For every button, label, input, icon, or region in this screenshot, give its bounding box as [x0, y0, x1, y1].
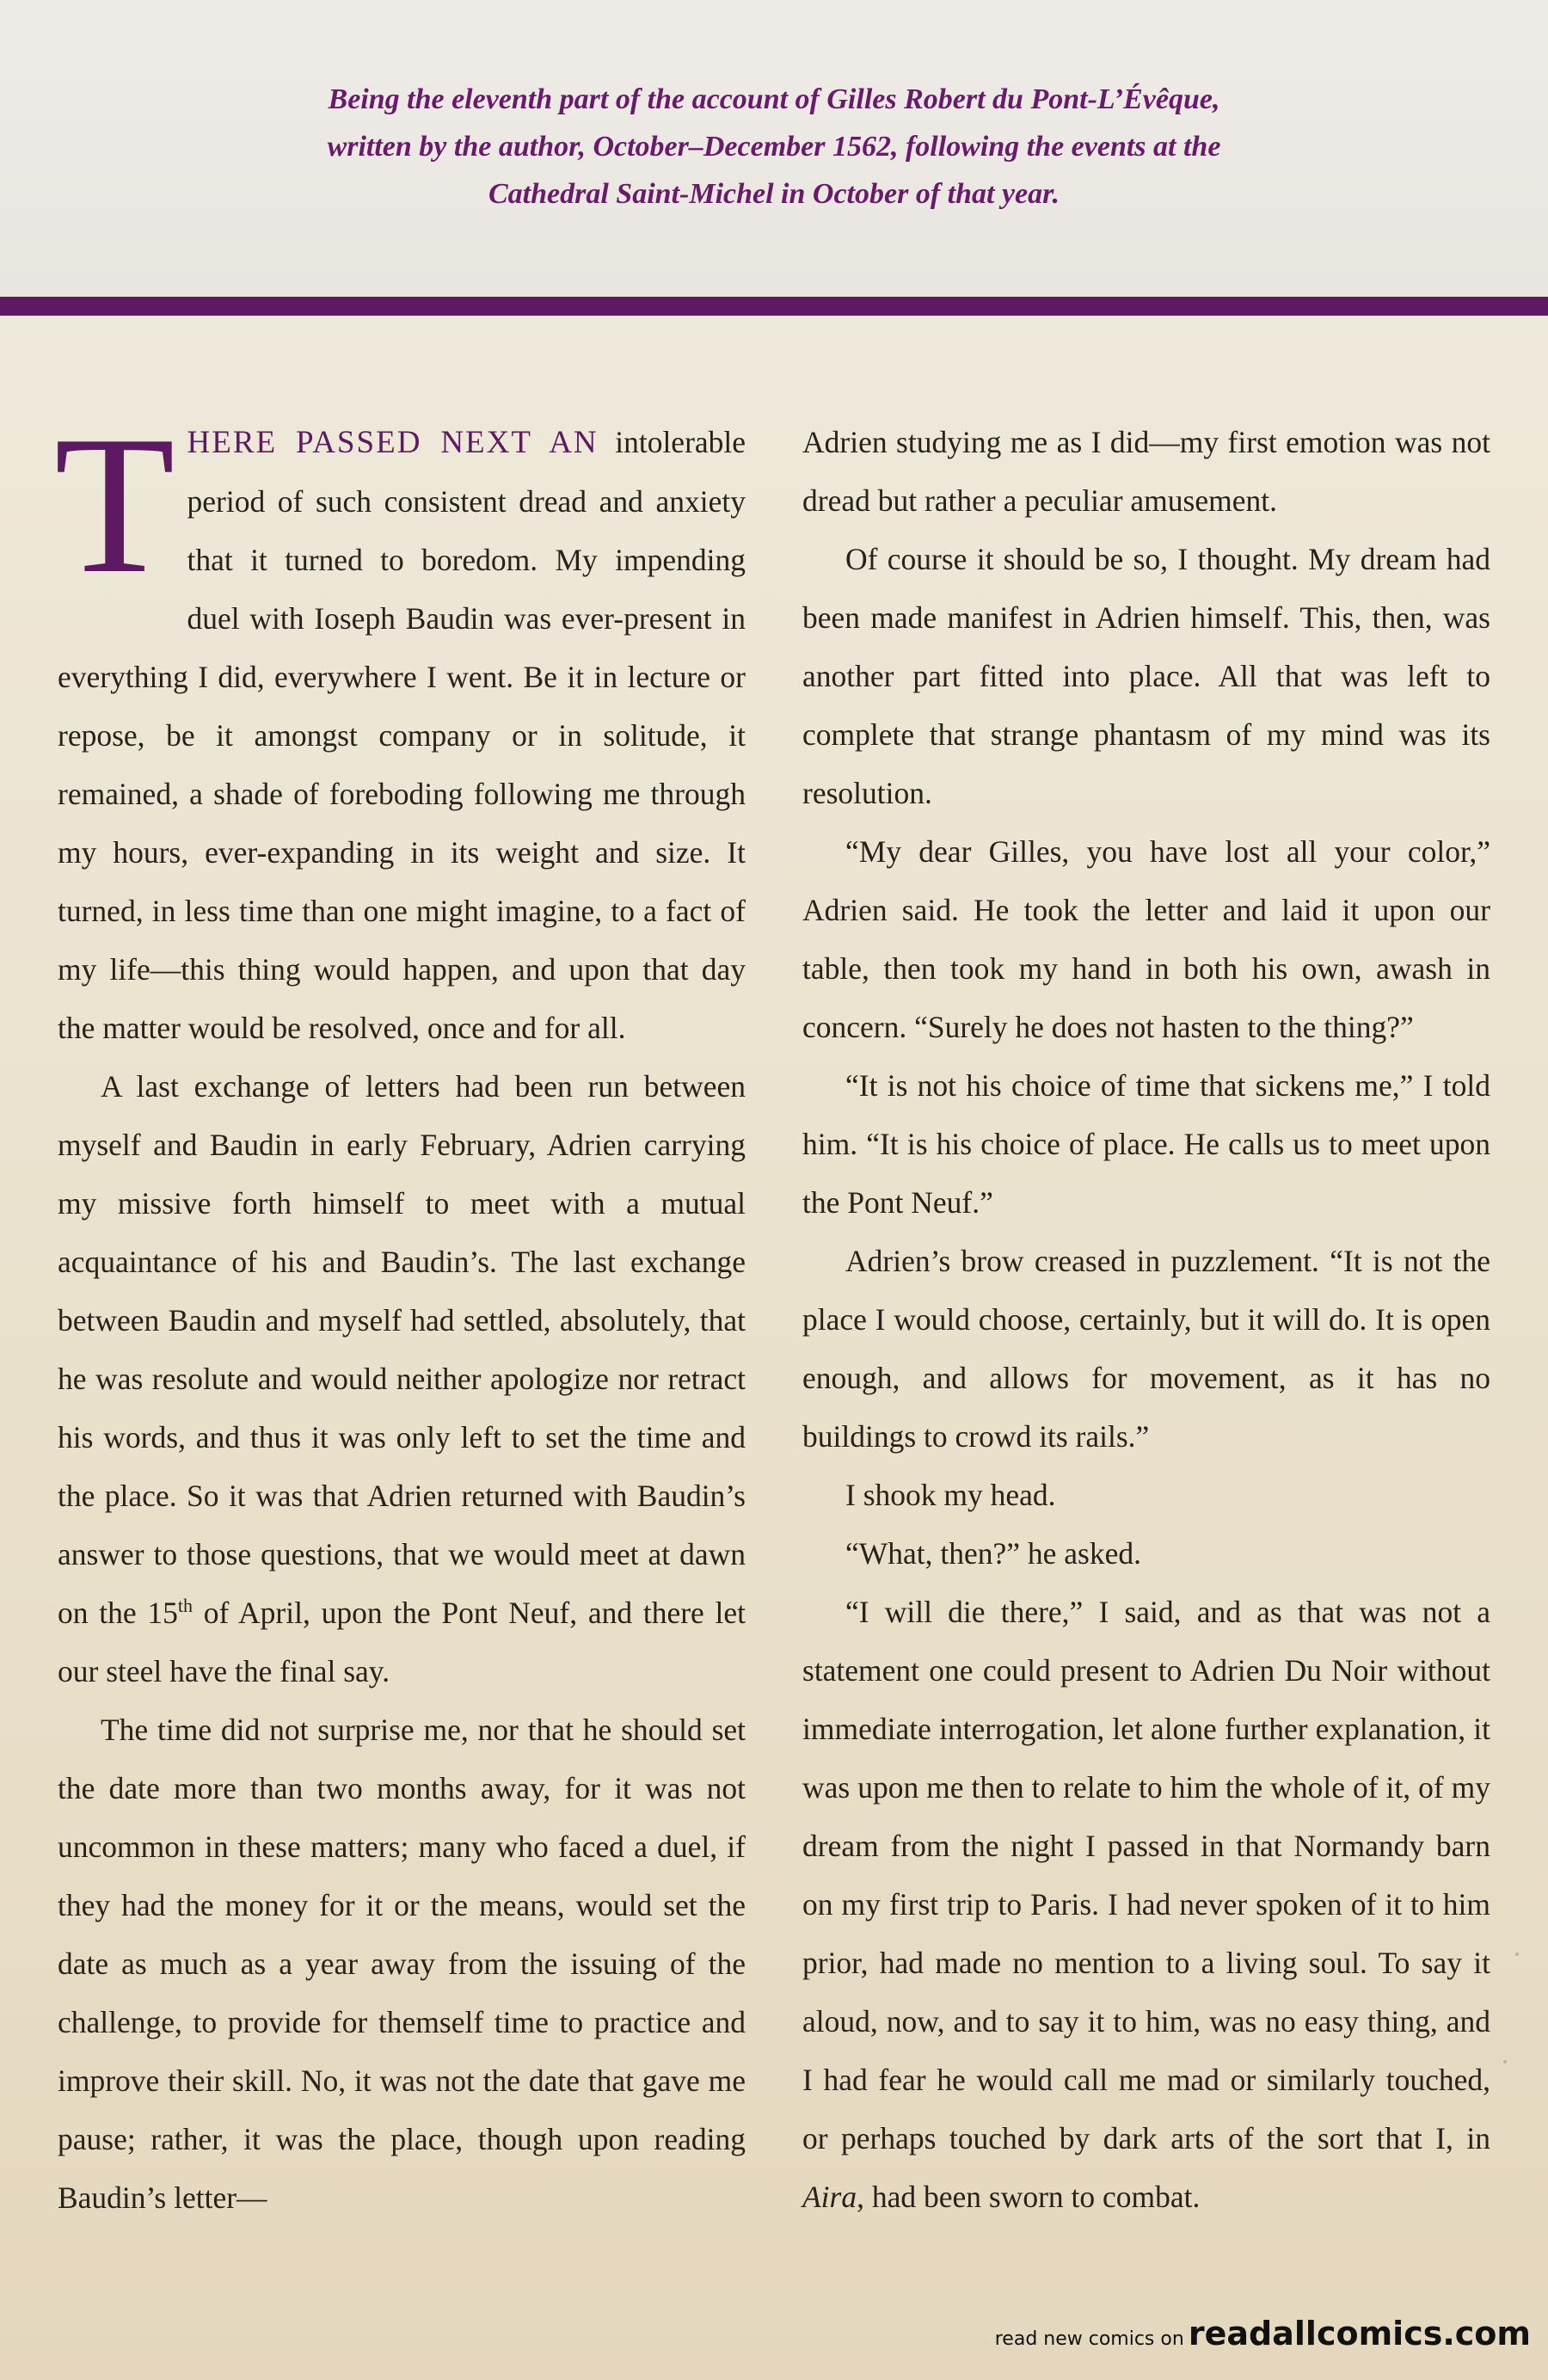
paragraph-1 — [54, 395, 746, 1057]
paragraph-4: Adrien studying me as I did—my first emotion was not dread but rather a peculiar amusement. — [802, 425, 1490, 518]
paragraph-2 — [58, 1057, 746, 1700]
paragraph-11-text-b: , had been sworn to combat. — [857, 2180, 1201, 2214]
drop-cap: T — [54, 395, 175, 614]
header-italic-intro — [103, 76, 1445, 218]
paper-fleck — [1503, 2060, 1507, 2063]
paragraph-6: “My dear Gilles, you have lost all your color,” Adrien said. He took the letter and laid it upon our table, then took my hand in both his own, awash in concern. “Surely he does not hasten to the thing?” — [802, 834, 1490, 1044]
paragraph-8: Adrien’s brow creased in puzzlement. “It is not the place I would choose, certainly, but it will do. It is open enough, and allows for movement, as it has no buildings to crowd its rails.” — [802, 1244, 1490, 1454]
italic-title: Aira — [802, 2180, 857, 2214]
ordinal-superscript: th — [177, 1595, 193, 1617]
paragraph-1-text: intolerable period of such consistent dread and anxiety that it turned to boredom. My impending duel with Ioseph Baudin was ever-present in everything I did, everywhere I went. Be it in lecture or repose, be it amongst company or in solitude, it remained, a shade of foreboding following me through my hours, ever-expanding in its weight and size. It turned, in less time than one might imagine, to a fact of my life—this thing would happen, and upon that day the matter would be resolved, once and for all. — [58, 425, 746, 1045]
header-band — [0, 0, 1548, 297]
paper-fleck — [1515, 1953, 1519, 1956]
left-text-column — [54, 395, 746, 2227]
purple-divider-rule — [0, 297, 1548, 316]
footer-site-link[interactable]: readallcomics.com — [1188, 2315, 1531, 2352]
paragraph-3: The time did not surprise me, nor that he should set the date more than two months away, for it was not uncommon in these matters; many who faced a duel, if they had the money for it or the means, would set the date as much as a year away from the issuing of the challenge, to provide for themself time to practice and improve their skill. No, it was not the date that gave me pause; rather, it was the place, though upon reading Baudin’s letter— — [58, 1713, 746, 2215]
paragraph-7: “It is not his choice of time that sickens me,” I told him. “It is his choice of place. He calls us to meet upon the Pont Neuf.” — [802, 1068, 1490, 1220]
paragraph-11-text-a: “I will die there,” I said, and as that was not a statement one could present to Adrien Du Noir without immediate interrogation, let alone further explanation, it was upon me then to relate to him the whole of it, of my dream from the night I passed in that Normandy barn on my first trip to Paris. I had never spoken of it to him prior, had made no mention to a living soul. To say it aloud, now, and to say it to him, was no easy thing, and I had fear he would call me mad or similarly touched, or perhaps touched by dark arts of the sort that I, in — [802, 1595, 1490, 2156]
paragraph-10: “What, then?” he asked. — [845, 1536, 1141, 1571]
watermark-footer[interactable] — [995, 2315, 1531, 2366]
footer-small-text: read new comics on — [994, 2328, 1184, 2350]
paragraph-2-text-a: A last exchange of letters had been run between myself and Baudin in early February, Adrien carrying my missive forth himself to meet with a mutual acquaintance of his and Baudin’s. The last exchange between Baudin and myself had settled, absolutely, that he was resolute and would neither apologize nor retract his words, and thus it was only left to set the time and the place. So it was that Adrien returned with Baudin’s answer to those questions, that we would meet at dawn on the 15 — [58, 1069, 746, 1630]
header-line-3: Cathedral Saint-Michel in October of that year. — [488, 178, 1060, 211]
paragraph-2-text-b: of April, upon the Pont Neuf, and there let our steel have the final say. — [58, 1596, 746, 1688]
header-line-2: written by the author, October–December 1562, following the events at the — [327, 131, 1221, 163]
paragraph-11 — [802, 1583, 1490, 2226]
paragraph-9: I shook my head. — [845, 1478, 1056, 1512]
paragraph-5: Of course it should be so, I thought. My dream had been made manifest in Adrien himself. This, then, was another part fitted into place. All that was left to complete that strange phantasm of my mind was its resolution. — [802, 542, 1490, 810]
opening-small-caps: HERE PASSED NEXT AN — [187, 425, 599, 460]
header-line-1: Being the eleventh part of the account of Gilles Robert du Pont-L’Évêque, — [328, 83, 1220, 115]
right-text-column — [802, 413, 1490, 2226]
